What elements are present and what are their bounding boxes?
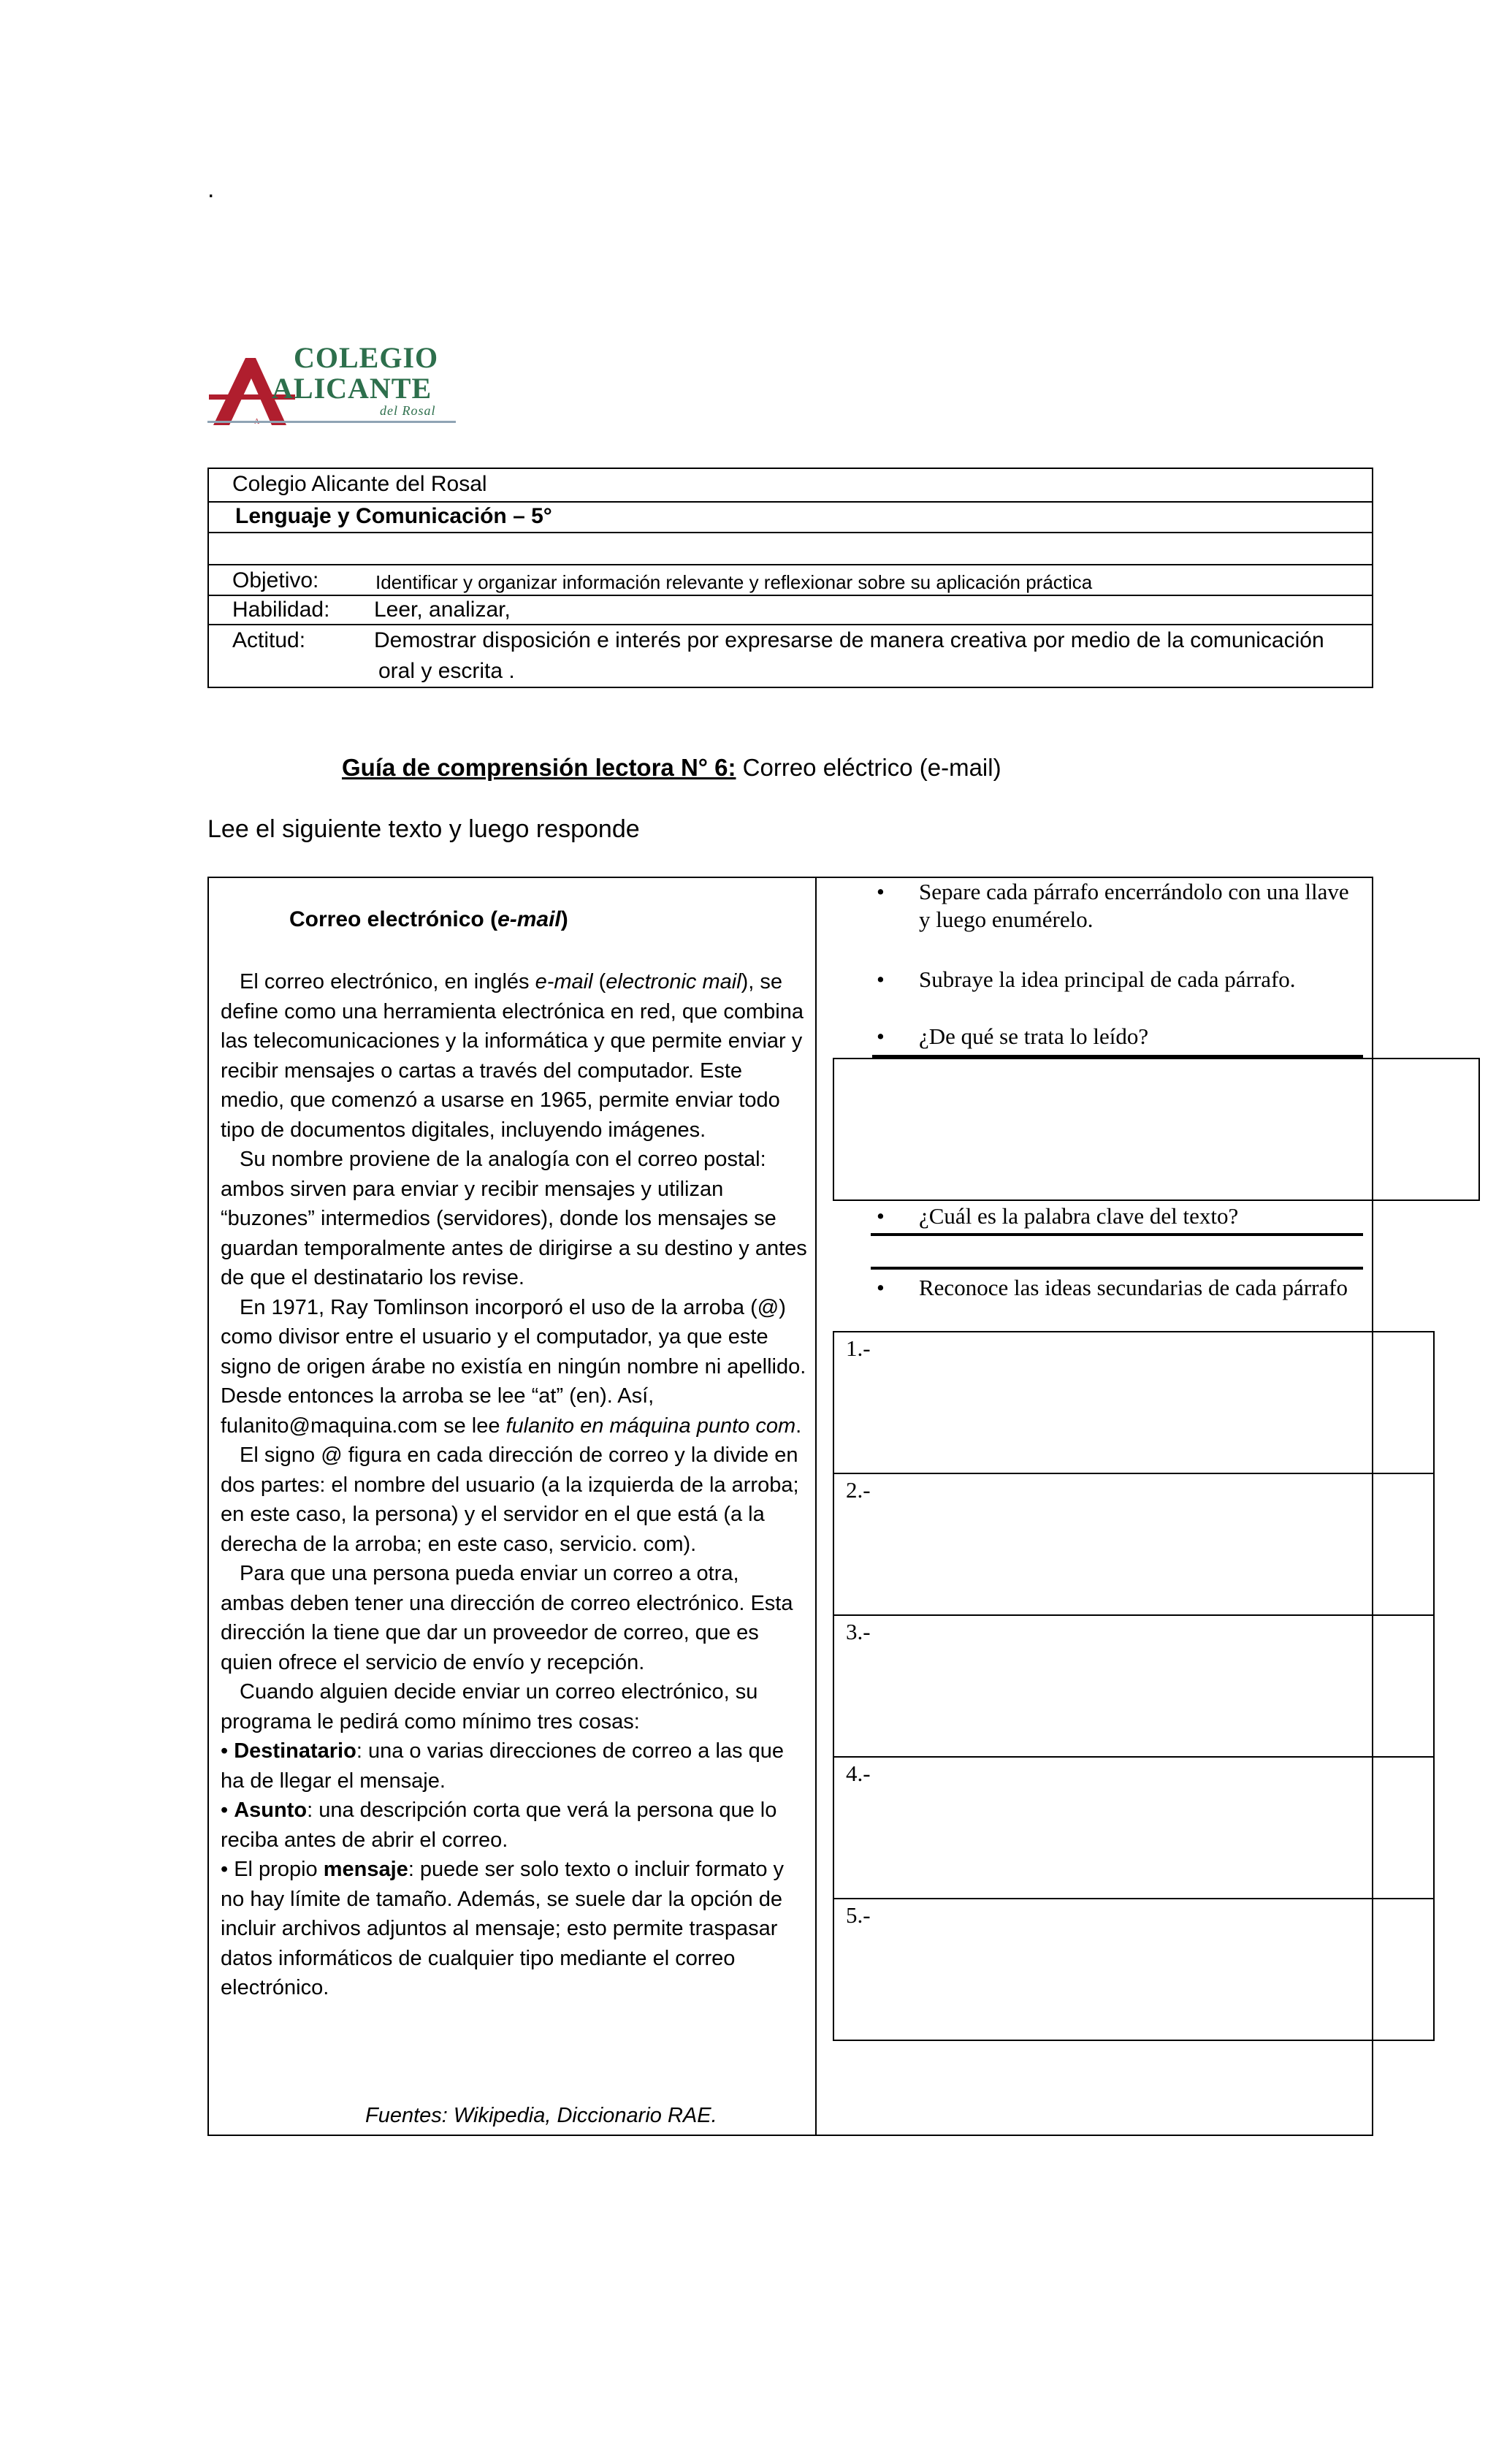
question-5 bbox=[877, 1274, 1357, 1302]
list-text: : una descripción corta que verá la persona que lo reciba antes de abrir el correo. bbox=[221, 1799, 777, 1852]
question-3-text: ¿De qué se trata lo leído? bbox=[919, 1023, 1149, 1049]
list-item-destinatario bbox=[221, 1736, 808, 1796]
actitud-value-1: Demostrar disposición e interés por expresarse de manera creativa por medio de la comunicación bbox=[374, 628, 1324, 652]
answer-line-4b bbox=[871, 1267, 1363, 1270]
p1-b: e-mail bbox=[535, 970, 593, 993]
paragraph-6: Cuando alguien decide enviar un correo electrónico, su programa le pedirá como mínimo tres cosas: bbox=[221, 1680, 758, 1733]
paragraph-3 bbox=[221, 1293, 808, 1441]
question-4-text: ¿Cuál es la palabra clave del texto? bbox=[919, 1203, 1239, 1229]
answer-box-2[interactable] bbox=[834, 1474, 1433, 1616]
bullet-icon: • bbox=[877, 966, 885, 992]
list-bullet: • bbox=[221, 1739, 234, 1763]
answer-box-4[interactable] bbox=[834, 1758, 1433, 1899]
p1-e: ), se define como una herramienta electrónica en red, que combina las telecomunicaciones y la informática y que permite enviar y recibir mensajes o cartas a través del computador. Este medio, que comenzó a usarse en 1965, permite enviar todo tipo de documentos digitales, incluyendo imágenes. bbox=[221, 970, 804, 1142]
question-3 bbox=[877, 1023, 1372, 1050]
info-row-habilidad bbox=[209, 596, 1372, 625]
answer-number-3: 3.- bbox=[846, 1619, 871, 1644]
answer-box-1[interactable] bbox=[834, 1332, 1433, 1474]
objetivo-value: Identificar y organizar información relevante y reflexionar sobre su aplicación práctica bbox=[375, 571, 1093, 593]
list-text-a: • El propio bbox=[221, 1858, 324, 1881]
question-2 bbox=[877, 966, 1372, 993]
p1-a: El correo electrónico, en inglés bbox=[240, 970, 535, 993]
list-bullet: • bbox=[221, 1799, 234, 1822]
guide-title-bold: Guía de comprensión lectora N° 6: bbox=[342, 754, 736, 781]
list-item-asunto bbox=[221, 1796, 808, 1855]
p3-a: En 1971, Ray Tomlinson incorporó el uso de la arroba (@) como divisor entre el usuario y el computador, ya que este signo de origen árabe no existía en ningún nombre ni apellido. Desde entonces la arroba se lee “at” (en). Así, fulanito@maquina.com se lee bbox=[221, 1295, 806, 1438]
secondary-ideas-table bbox=[833, 1331, 1435, 2041]
paragraph-2: Su nombre proviene de la analogía con el correo postal: ambos sirven para enviar y recibir mensajes y utilizan “buzones” intermedios (servidores), donde los mensajes se guardan temporalmente antes de dirigirse a su destino y antes de que el destinatario los revise. bbox=[221, 1148, 807, 1289]
answer-box-3b[interactable] bbox=[834, 1616, 1433, 1758]
info-row-actitud bbox=[209, 625, 1372, 687]
question-1-text: Separe cada párrafo encerrándolo con una llave y luego enumérelo. bbox=[919, 879, 1349, 932]
bullet-icon: • bbox=[877, 1275, 885, 1300]
reading-title-b: e-mail bbox=[497, 907, 561, 931]
paragraph-1 bbox=[221, 967, 808, 1145]
column-divider bbox=[815, 877, 817, 2136]
list-text: : puede ser solo texto o incluir formato y no hay límite de tamaño. Además, se suele dar la opción de incluir archivos adjuntos al mensaje; esto permite traspasar datos informáticos de cualquier tipo mediante el correo electrónico. bbox=[221, 1858, 785, 1999]
list-text: : una o varias direcciones de correo a las que ha de llegar el mensaje. bbox=[221, 1739, 784, 1793]
question-5-text: Reconoce las ideas secundarias de cada párrafo bbox=[919, 1275, 1348, 1300]
logo-line-2: ALICANTE bbox=[272, 372, 432, 405]
p3-c: . bbox=[795, 1414, 802, 1438]
question-4 bbox=[877, 1202, 1372, 1230]
answer-number-2: 2.- bbox=[846, 1477, 871, 1503]
list-item-mensaje bbox=[221, 1855, 808, 2003]
header-dot: . bbox=[207, 175, 215, 203]
source-citation: Fuentes: Wikipedia, Diccionario RAE. bbox=[365, 2104, 717, 2127]
answer-box-3[interactable] bbox=[833, 1058, 1480, 1201]
answer-number-1: 1.- bbox=[846, 1335, 871, 1361]
reading-title-a: Correo electrónico ( bbox=[289, 907, 498, 931]
info-row-subject bbox=[209, 503, 1372, 533]
reading-text bbox=[221, 967, 808, 2003]
bullet-icon: • bbox=[877, 1203, 885, 1229]
reading-title-c: ) bbox=[560, 907, 568, 931]
answer-line-4[interactable] bbox=[871, 1233, 1363, 1236]
objetivo-label: Objetivo: bbox=[232, 568, 319, 592]
list-term: Destinatario bbox=[234, 1739, 356, 1763]
paragraph-4: El signo @ figura en cada dirección de correo y la divide en dos partes: el nombre del usuario (a la izquierda de la arroba; en este caso, la persona) y el servidor en el que está (a la derecha de la arroba; en este caso, servicio. com). bbox=[221, 1443, 799, 1556]
answer-number-4: 4.- bbox=[846, 1761, 871, 1786]
info-row-objetivo bbox=[209, 565, 1372, 596]
list-term: mensaje bbox=[323, 1858, 408, 1881]
habilidad-value: Leer, analizar, bbox=[374, 598, 511, 622]
paragraph-5: Para que una persona pueda enviar un correo a otra, ambas deben tener una dirección de correo electrónico. Esta dirección la tiene que dar un proveedor de correo, que es quien ofrece el servicio de envío y recepción. bbox=[221, 1562, 793, 1674]
info-box bbox=[207, 468, 1373, 688]
instruction-text: Lee el siguiente texto y luego responde bbox=[207, 815, 640, 843]
info-row-school bbox=[209, 469, 1372, 503]
school-name: Colegio Alicante del Rosal bbox=[232, 472, 487, 496]
question-2-text: Subraye la idea principal de cada párrafo. bbox=[919, 966, 1296, 992]
bullet-icon: • bbox=[877, 879, 885, 904]
p3-b: fulanito en máquina punto com bbox=[505, 1414, 796, 1438]
info-row-blank bbox=[209, 533, 1372, 565]
bullet-icon: • bbox=[877, 1023, 885, 1049]
p1-c: ( bbox=[592, 970, 606, 993]
logo-line-3: del Rosal bbox=[380, 403, 436, 418]
actitud-label: Actitud: bbox=[232, 628, 306, 652]
question-1 bbox=[877, 878, 1357, 934]
subject-title: Lenguaje y Comunicación – 5° bbox=[235, 504, 552, 528]
actitud-value-2: oral y escrita . bbox=[378, 659, 515, 683]
answer-box-5[interactable] bbox=[834, 1899, 1433, 2041]
list-term: Asunto bbox=[234, 1799, 308, 1822]
guide-title-rest: Correo eléctrico (e-mail) bbox=[736, 754, 1001, 781]
logo-line-1: COLEGIO bbox=[294, 341, 439, 374]
guide-title bbox=[342, 754, 1001, 782]
reading-title bbox=[289, 907, 568, 932]
answer-number-5: 5.- bbox=[846, 1902, 871, 1928]
habilidad-label: Habilidad: bbox=[232, 598, 330, 622]
p1-d: electronic mail bbox=[606, 970, 741, 993]
school-logo bbox=[207, 340, 456, 425]
logo-underline bbox=[207, 421, 456, 423]
